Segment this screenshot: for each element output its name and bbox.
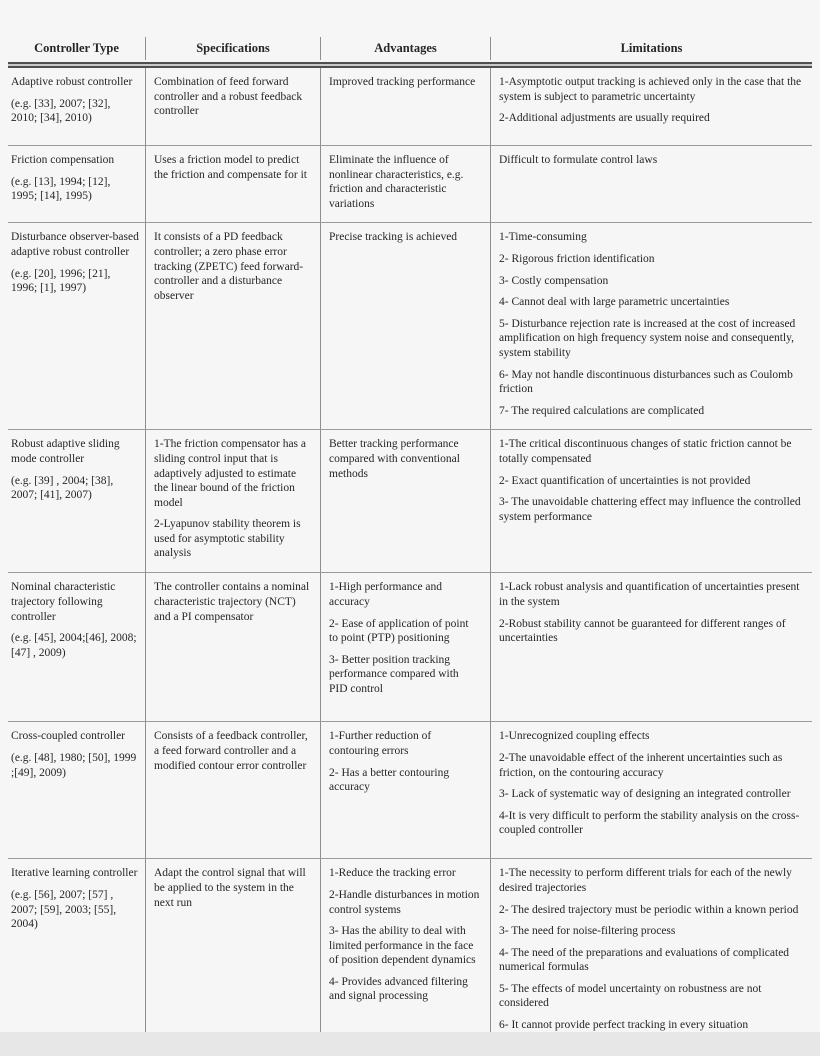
advantage-item: 2- Ease of application of point to point (PTP) positioning <box>329 617 469 645</box>
controller-name: Disturbance observer-based adaptive robust controller <box>11 231 139 258</box>
limitation-item: 4-It is very difficult to perform the stability analysis on the cross-coupled controller <box>499 809 800 837</box>
limitation-item: 5- The effects of model uncertainty on robustness are not considered <box>499 982 762 1010</box>
specification-item: The controller contains a nominal characteristic trajectory (NCT) and a PI compensator <box>154 581 310 623</box>
advantage-item: Improved tracking performance <box>329 76 476 88</box>
limitation-item: 1-Lack robust analysis and quantification of uncertainties present in the system <box>499 581 800 608</box>
table-row <box>8 145 812 222</box>
advantages-cell <box>320 430 490 572</box>
controller-type-cell <box>8 573 145 721</box>
limitation-item: 2- The desired trajectory must be periodic within a known period <box>499 903 799 916</box>
controller-citation: (e.g. [39] , 2004; [38], 2007; [41], 2007) <box>11 474 114 502</box>
specification-item: 2-Lyapunov stability theorem is used for asymptotic stability analysis <box>154 518 301 560</box>
specification-item: It consists of a PD feedback controller; a zero phase error tracking (ZPETC) feed forward-controller and a disturbance observer <box>154 231 304 302</box>
controller-name: Adaptive robust controller <box>11 76 133 88</box>
limitation-item: 1-The necessity to perform different trials for each of the newly desired trajectories <box>499 867 792 894</box>
controller-citation: (e.g. [45], 2004;[46], 2008; [47] , 2009) <box>11 632 137 659</box>
table-row <box>8 222 812 429</box>
advantage-item: 2-Handle disturbances in motion control systems <box>329 888 480 916</box>
advantage-item: Eliminate the influence of nonlinear characteristics, e.g. friction and characteristic variations <box>329 154 464 210</box>
limitation-item: 2-Additional adjustments are usually required <box>499 112 710 125</box>
limitation-item: 4- The need of the preparations and evaluations of complicated numerical formulas <box>499 946 790 974</box>
table-row <box>8 858 812 1047</box>
limitations-cell <box>490 430 812 572</box>
advantages-cell <box>320 146 490 222</box>
advantage-item: 4- Provides advanced filtering and signal processing <box>329 975 468 1003</box>
specifications-cell <box>145 146 320 222</box>
limitation-item: 5- Disturbance rejection rate is increased at the cost of increased amplification on high frequency system noise and consequently, system stability <box>499 317 796 359</box>
advantage-item: 3- Better position tracking performance compared with PID control <box>329 653 459 695</box>
controller-citation: (e.g. [48], 1980; [50], 1999 ;[49], 2009) <box>11 751 137 779</box>
advantages-cell <box>320 573 490 721</box>
column-header-specifications: Specifications <box>145 37 320 60</box>
controller-type-cell <box>8 430 145 572</box>
specification-item: Consists of a feedback controller, a feed forward controller and a modified contour error controller <box>154 730 308 772</box>
limitation-item: 6- It cannot provide perfect tracking in every situation <box>499 1019 749 1032</box>
controller-type-cell <box>8 68 145 145</box>
limitation-item: 2- Rigorous friction identification <box>499 252 655 265</box>
specifications-cell <box>145 430 320 572</box>
controller-citation: (e.g. [56], 2007; [57] , 2007; [59], 2003; [55], 2004) <box>11 888 117 931</box>
limitation-item: 1-Time-consuming <box>499 231 587 244</box>
controller-type-cell <box>8 859 145 1047</box>
advantage-item: 1-High performance and accuracy <box>329 581 443 608</box>
limitation-item: 2-Robust stability cannot be guaranteed for different ranges of uncertainties <box>499 617 786 645</box>
advantage-item: Precise tracking is achieved <box>329 231 458 244</box>
limitation-item: 3- The need for noise-filtering process <box>499 925 676 938</box>
limitations-cell <box>490 146 812 222</box>
limitations-cell <box>490 573 812 721</box>
limitation-item: 4- Cannot deal with large parametric uncertainties <box>499 296 730 309</box>
limitation-item: 6- May not handle discontinuous disturbances such as Coulomb friction <box>499 368 793 396</box>
specifications-cell <box>145 722 320 858</box>
controller-citation: (e.g. [33], 2007; [32], 2010; [34], 2010) <box>11 97 111 125</box>
specifications-cell <box>145 223 320 429</box>
limitation-item: 1-Unrecognized coupling effects <box>499 730 650 743</box>
table-header-row <box>8 35 812 62</box>
controller-citation: (e.g. [20], 1996; [21], 1996; [1], 1997) <box>11 267 111 295</box>
controller-name: Iterative learning controller <box>11 867 138 880</box>
column-header-limitations: Limitations <box>490 37 812 60</box>
specification-item: Uses a friction model to predict the friction and compensate for it <box>154 154 307 181</box>
specification-item: 1-The friction compensator has a sliding control input that is adaptively adjusted to estimate the linear bound of the friction model <box>154 438 306 509</box>
column-header-controller-type: Controller Type <box>34 41 119 55</box>
limitations-cell <box>490 223 812 429</box>
limitation-item: 2-The unavoidable effect of the inherent uncertainties such as friction, on the contouring accuracy <box>499 751 783 779</box>
table-row <box>8 68 812 145</box>
table-row <box>8 572 812 721</box>
column-header-advantages: Advantages <box>320 37 490 60</box>
table-row <box>8 721 812 858</box>
limitation-item: 1-Asymptotic output tracking is achieved only in the case that the system is subject to parametric uncertainty <box>499 76 802 103</box>
specification-item: Adapt the control signal that will be applied to the system in the next run <box>154 867 306 909</box>
limitation-item: 7- The required calculations are complicated <box>499 404 705 417</box>
limitation-item: 3- The unavoidable chattering effect may influence the controlled system performance <box>499 496 801 523</box>
controller-name: Cross-coupled controller <box>11 730 126 743</box>
controller-type-cell <box>8 146 145 222</box>
limitation-item: 3- Lack of systematic way of designing an integrated controller <box>499 788 791 801</box>
limitation-item: Difficult to formulate control laws <box>499 154 658 166</box>
limitations-cell <box>490 859 812 1047</box>
advantage-item: 1-Reduce the tracking error <box>329 867 456 880</box>
limitation-item: 2- Exact quantification of uncertainties is not provided <box>499 474 751 487</box>
advantages-cell <box>320 722 490 858</box>
controller-type-cell <box>8 223 145 429</box>
advantages-cell <box>320 859 490 1047</box>
specification-item: Combination of feed forward controller and a robust feedback controller <box>154 76 303 118</box>
specifications-cell <box>145 573 320 721</box>
limitation-item: 1-The critical discontinuous changes of static friction cannot be totally compensated <box>499 438 792 465</box>
limitations-cell <box>490 68 812 145</box>
advantage-item: 2- Has a better contouring accuracy <box>329 766 450 794</box>
page-bottom-margin-band <box>0 1032 820 1056</box>
advantage-item: 3- Has the ability to deal with limited performance in the face of position dependent dynamics <box>329 925 476 967</box>
table-row <box>8 429 812 572</box>
limitations-cell <box>490 722 812 858</box>
controller-name: Robust adaptive sliding mode controller <box>11 438 120 465</box>
advantages-cell <box>320 68 490 145</box>
advantages-cell <box>320 223 490 429</box>
controller-name: Nominal characteristic trajectory following controller <box>11 581 116 623</box>
specifications-cell <box>145 859 320 1047</box>
table-body <box>8 68 812 1047</box>
advantage-item: Better tracking performance compared with conventional methods <box>329 438 460 480</box>
advantage-item: 1-Further reduction of contouring errors <box>329 730 432 757</box>
controller-type-cell <box>8 722 145 858</box>
controller-citation: (e.g. [13], 1994; [12], 1995; [14], 1995) <box>11 175 111 203</box>
controller-name: Friction compensation <box>11 154 115 166</box>
limitation-item: 3- Costly compensation <box>499 274 609 287</box>
controller-comparison-table <box>8 35 812 1047</box>
specifications-cell <box>145 68 320 145</box>
